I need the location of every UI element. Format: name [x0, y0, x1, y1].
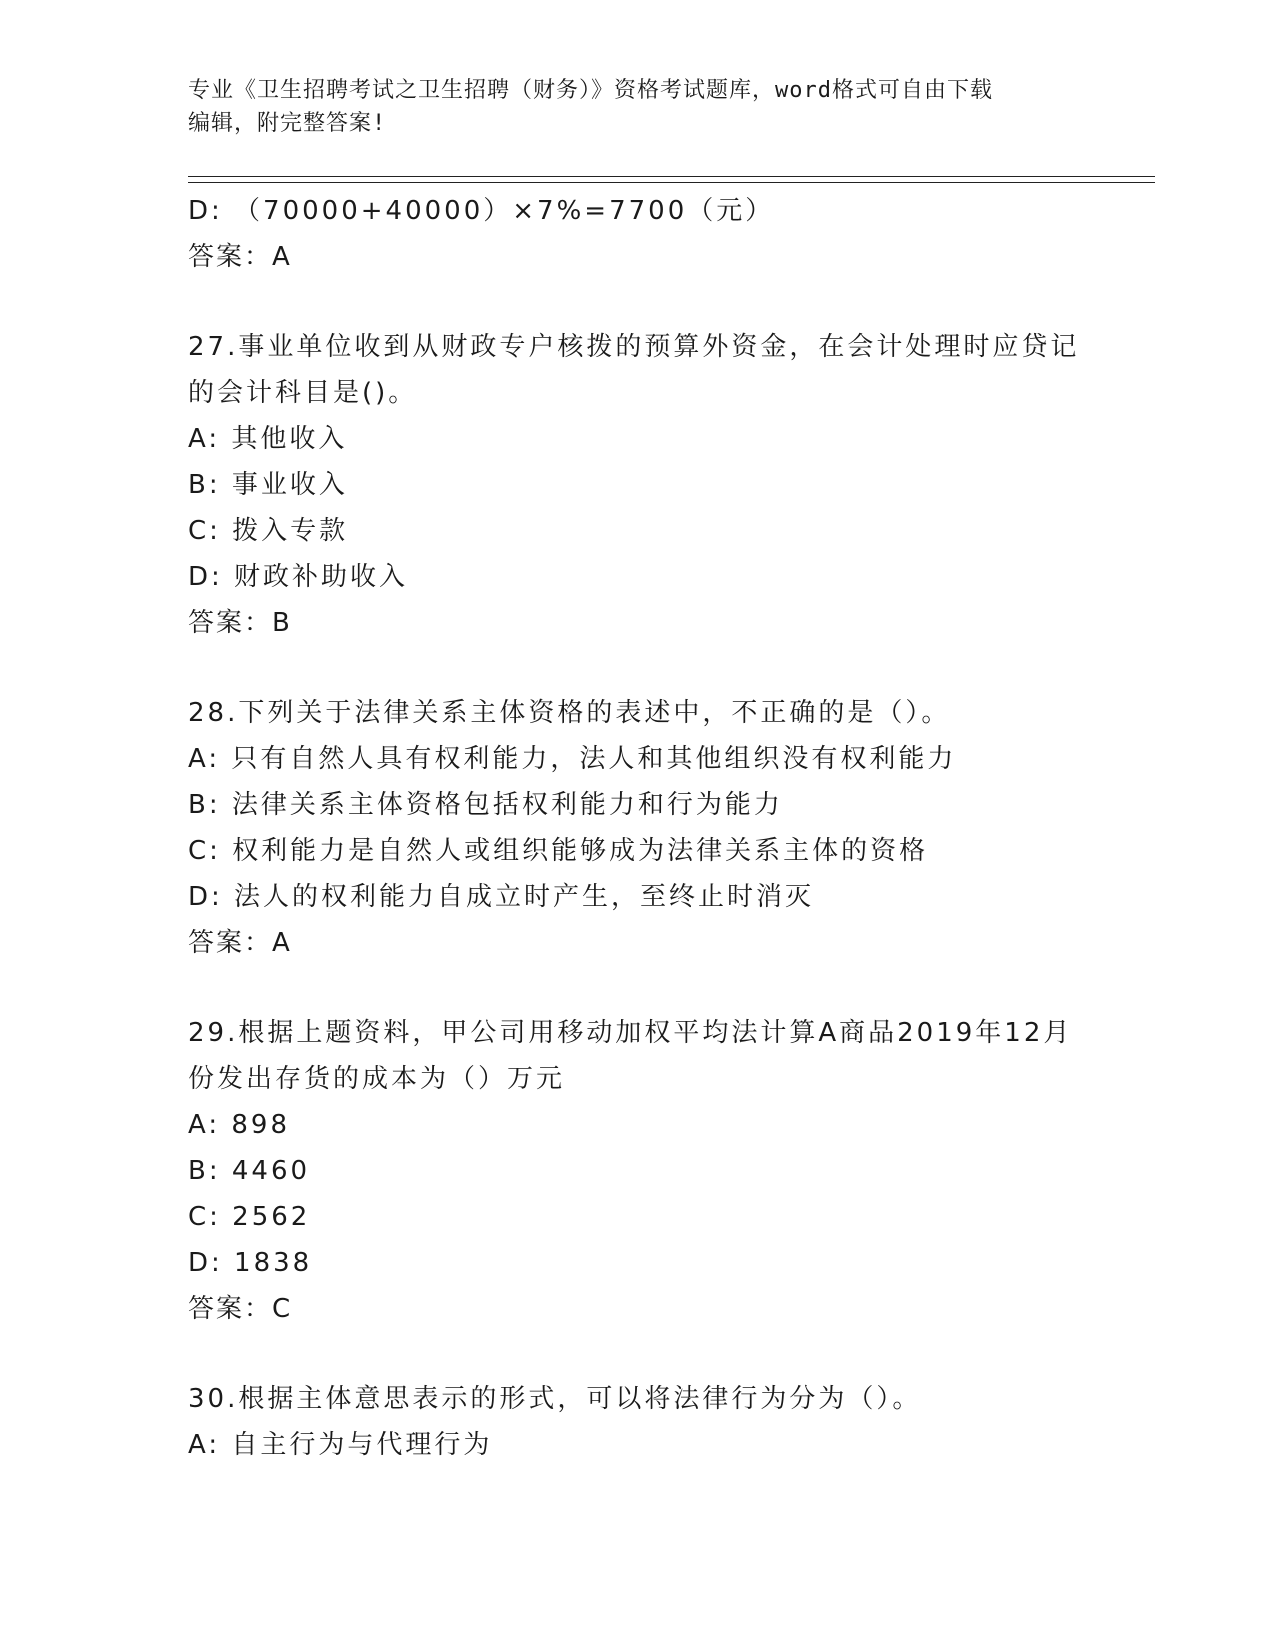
question-30 [188, 1376, 1068, 1468]
question-29 [188, 1010, 1073, 1332]
question-stem: 28.下列关于法律关系主体资格的表述中，不正确的是（）。 [188, 698, 951, 728]
option-a: A: 只有自然人具有权利能力，法人和其他组织没有权利能力 [188, 744, 957, 774]
option-b: B: 法律关系主体资格包括权利能力和行为能力 [188, 790, 783, 820]
header-divider-top [188, 176, 1155, 177]
option-a: A: 自主行为与代理行为 [188, 1430, 493, 1460]
question-stem: 的会计科目是()。 [188, 378, 418, 408]
spacer [188, 280, 1068, 324]
question-stem: 30.根据主体意思表示的形式，可以将法律行为分为（）。 [188, 1384, 922, 1414]
option-b: B: 事业收入 [188, 470, 348, 500]
spacer [188, 1332, 1068, 1376]
option-b: B: 4460 [188, 1156, 311, 1186]
question-stem: 27.事业单位收到从财政专户核拨的预算外资金，在会计处理时应贷记 [188, 332, 1080, 362]
option-c: C: 拨入专款 [188, 516, 349, 546]
answer-line: 答案：A [188, 928, 292, 958]
option-c: C: 2562 [188, 1202, 311, 1232]
option-c: C: 权利能力是自然人或组织能够成为法律关系主体的资格 [188, 836, 929, 866]
header-divider-bottom [188, 182, 1155, 183]
option-d: D: 法人的权利能力自成立时产生，至终止时消灭 [188, 882, 815, 912]
header-line-1: 专业《卫生招聘考试之卫生招聘（财务）》资格考试题库，word格式可自由下载 [188, 78, 993, 103]
spacer [188, 966, 1068, 1010]
question-stem: 29.根据上题资料，甲公司用移动加权平均法计算A商品2019年12月 [188, 1018, 1073, 1048]
answer-line: 答案：B [188, 608, 292, 638]
option-a: A: 其他收入 [188, 424, 348, 454]
option-d: D: （70000+40000）×7%=7700（元） [188, 196, 775, 226]
option-d: D: 财政补助收入 [188, 562, 409, 592]
question-27 [188, 324, 1080, 646]
answer-line: 答案：C [188, 1294, 293, 1324]
option-d: D: 1838 [188, 1248, 313, 1278]
question-content [188, 188, 1080, 1468]
page-header [188, 74, 1088, 140]
question-28 [188, 690, 1068, 966]
spacer [188, 646, 1068, 690]
option-a: A: 898 [188, 1110, 290, 1140]
answer-line: 答案：A [188, 242, 292, 272]
header-line-2: 编辑，附完整答案! [188, 111, 387, 136]
question-stem: 份发出存货的成本为（）万元 [188, 1064, 566, 1094]
